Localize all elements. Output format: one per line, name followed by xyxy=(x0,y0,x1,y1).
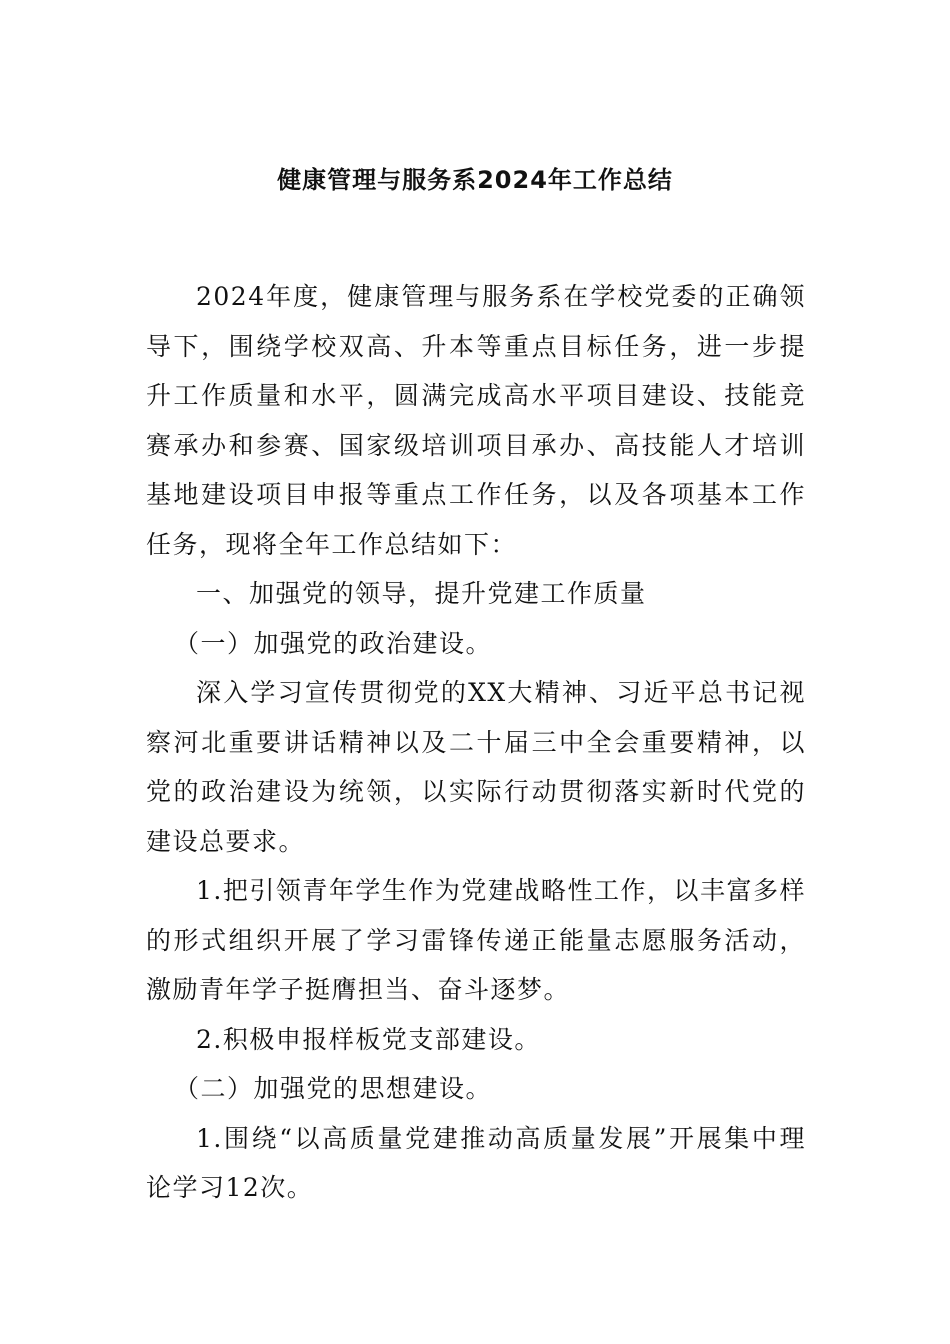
intro-paragraph: 2024年度，健康管理与服务系在学校党委的正确领导下，围绕学校双高、升本等重点目标任务，进一步提升工作质量和水平，圆满完成高水平项目建设、技能竞赛承办和参赛、国家级培训项目承办、高技能人才培训基地建设项目申报等重点工作任务，以及各项基本工作任务，现将全年工作总结如下： xyxy=(146,282,806,559)
subsection-2-item-1: 1.围绕“以高质量党建推动高质量发展”开展集中理论学习12次。 xyxy=(146,1123,806,1202)
subsection-heading-1: （一）加强党的政治建设。 xyxy=(174,628,493,658)
subsection-1-paragraph: 深入学习宣传贯彻党的XX大精神、习近平总书记视察河北重要讲话精神以及二十届三中全会重要精神，以党的政治建设为统领，以实际行动贯彻落实新时代党的建设总要求。 xyxy=(146,678,806,856)
subsection-1-item-2: 2.积极申报样板党支部建设。 xyxy=(196,1024,541,1054)
section-heading-1: 一、加强党的领导，提升党建工作质量 xyxy=(196,579,647,608)
document-title: 健康管理与服务系2024年工作总结 xyxy=(277,166,673,194)
subsection-heading-2: （二）加强党的思想建设。 xyxy=(174,1074,493,1103)
subsection-1-item-1: 1.把引领青年学生作为党建战略性工作，以丰富多样的形式组织开展了学习雷锋传递正能量志愿服务活动，激励青年学子挺膺担当、奋斗逐梦。 xyxy=(146,876,806,1004)
document-body xyxy=(146,272,806,1213)
